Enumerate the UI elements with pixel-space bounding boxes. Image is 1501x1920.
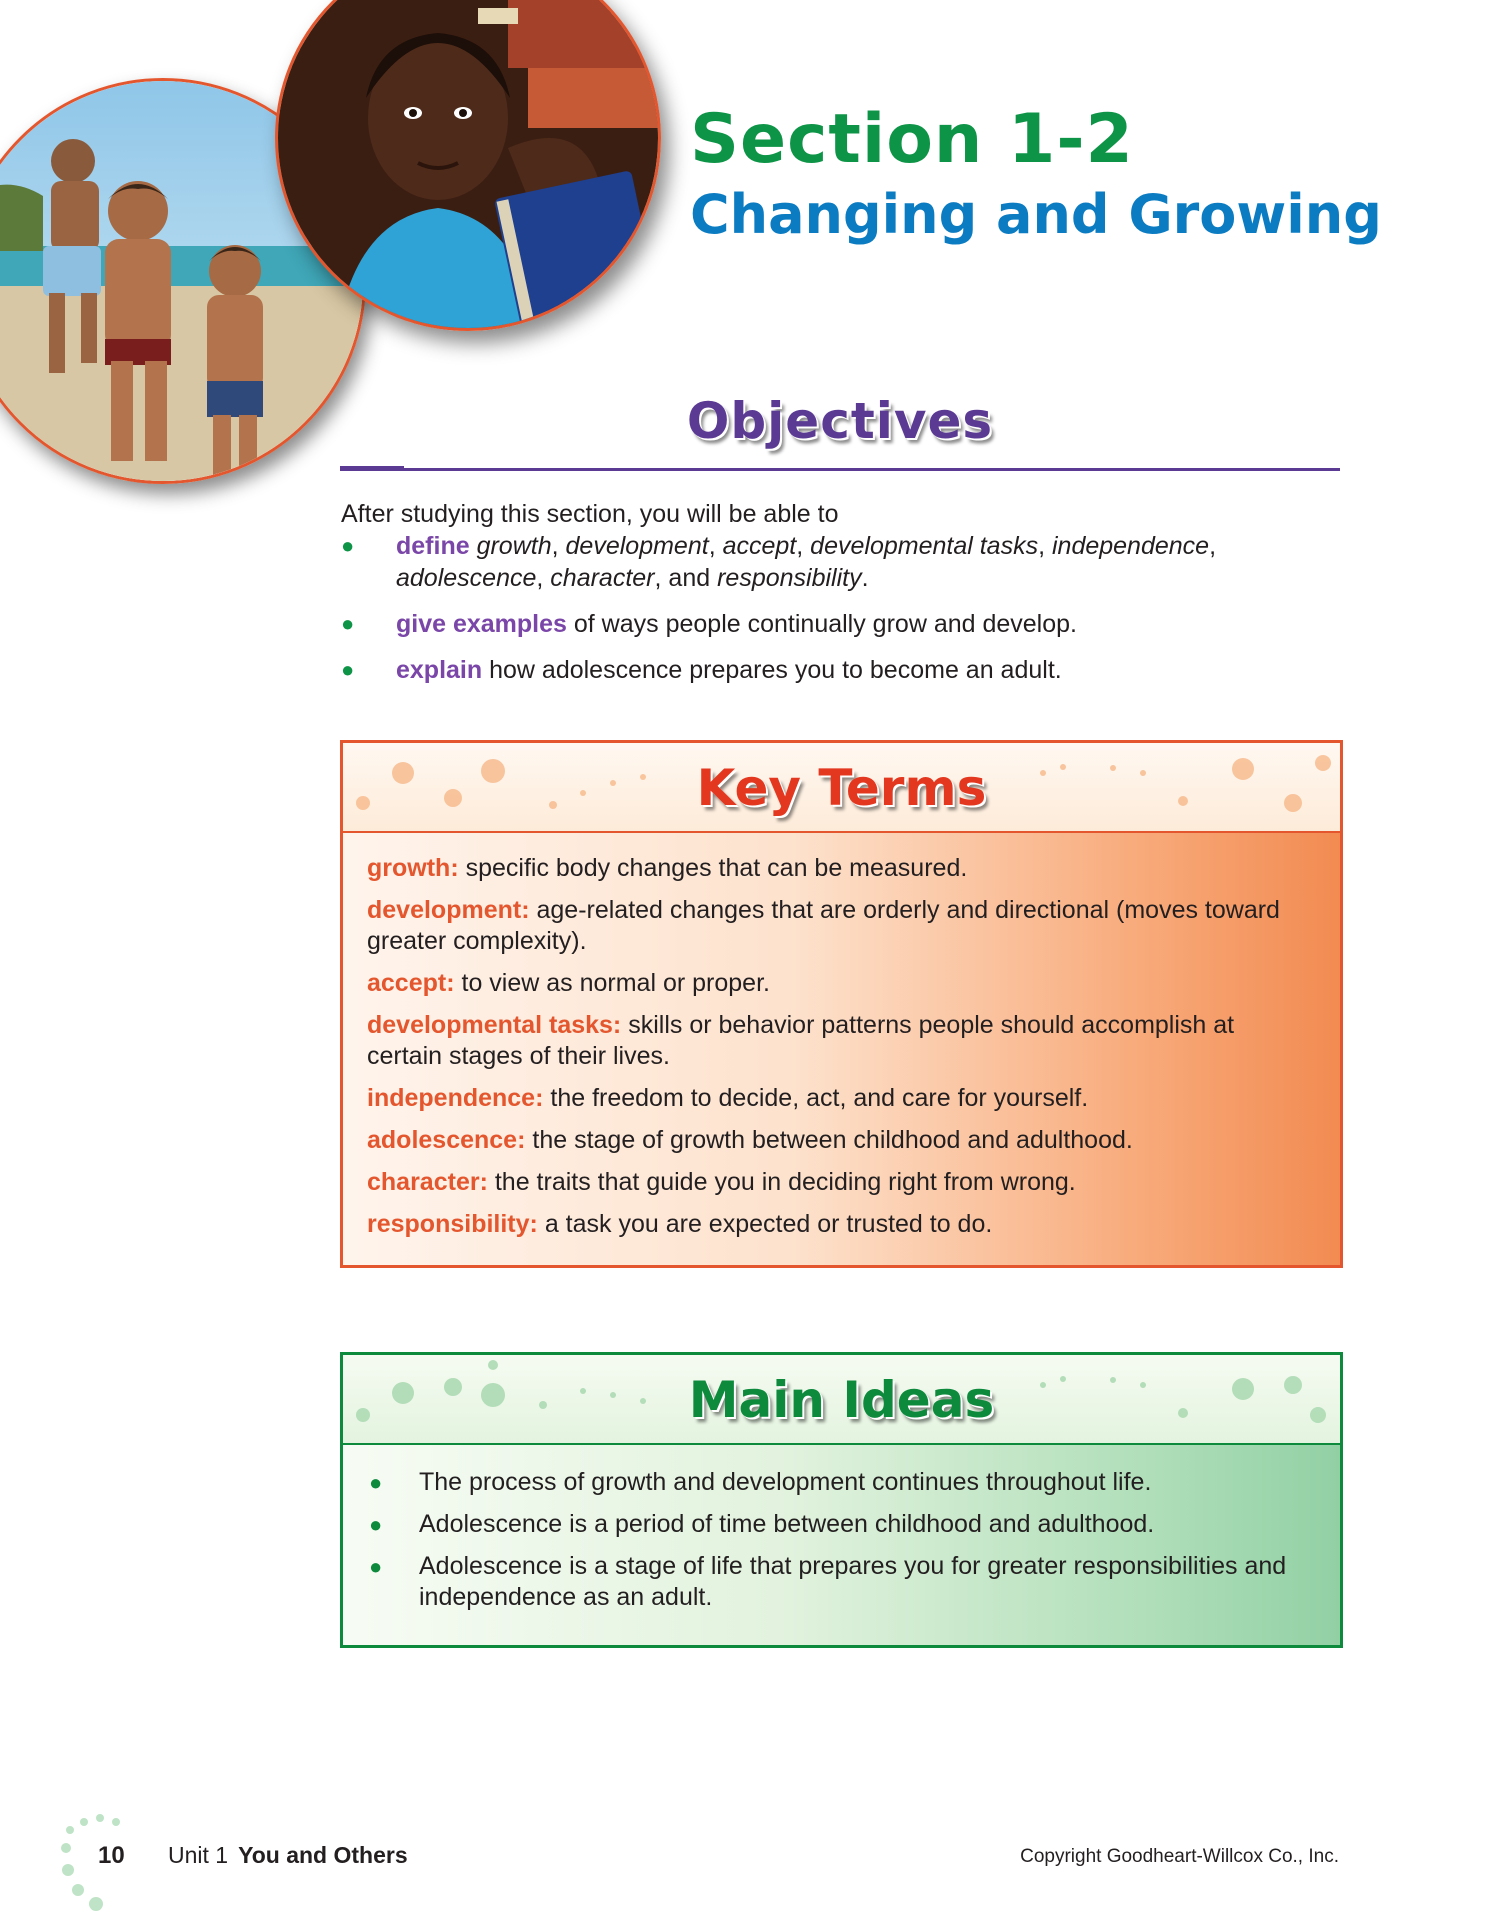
- main-idea-item: ● Adolescence is a stage of life that prepares you for greater responsibilities and independence as an adult.: [369, 1552, 1287, 1611]
- bullet-icon: ●: [369, 1470, 383, 1495]
- section-title: Changing and Growing: [690, 183, 1382, 246]
- definition: the traits that guide you in deciding right from wrong.: [494, 1168, 1076, 1196]
- page-footer: [0, 1840, 1501, 1900]
- term: character:: [367, 1168, 488, 1196]
- objectives-list: [341, 530, 1301, 700]
- page-number: 10: [98, 1842, 125, 1869]
- term: responsibility:: [367, 1210, 538, 1238]
- objective-text: of ways people continually grow and develop.: [573, 610, 1077, 638]
- objective-item: ● define growth, development, accept, developmental tasks, independence, adolescence, character, and responsibility.: [341, 532, 1217, 592]
- key-terms-list: [343, 833, 1340, 1240]
- section-title-block: [690, 100, 1382, 250]
- term: growth:: [367, 854, 459, 882]
- term: accept:: [367, 969, 455, 997]
- key-term-item: [367, 1125, 1290, 1156]
- key-term-item: [367, 895, 1290, 957]
- bullet-icon: ●: [341, 533, 355, 558]
- key-term-item: [367, 1083, 1290, 1114]
- key-terms-header: [343, 743, 1340, 833]
- term: development:: [367, 896, 530, 924]
- objectives-heading: Objectives: [686, 392, 994, 450]
- main-ideas-header: [343, 1355, 1340, 1445]
- bullet-icon: ●: [341, 611, 355, 636]
- objective-verb: give examples: [396, 610, 567, 638]
- key-term-item: [367, 1167, 1290, 1198]
- main-idea-item: ● Adolescence is a period of time between childhood and adulthood.: [369, 1510, 1155, 1538]
- definition: specific body changes that can be measured.: [465, 854, 968, 882]
- bullet-icon: ●: [369, 1512, 383, 1537]
- definition: a task you are expected or trusted to do.: [544, 1210, 993, 1238]
- objective-item: [341, 654, 1301, 686]
- term: adolescence:: [367, 1126, 526, 1154]
- objective-text: how adolescence prepares you to become an adult.: [489, 656, 1062, 684]
- key-term-item: [367, 853, 1290, 884]
- objectives-intro: After studying this section, you will be able to: [341, 500, 839, 528]
- definition: skills or behavior patterns people should accomplish at certain stages of their lives.: [367, 1011, 1235, 1070]
- key-terms-heading: Key Terms: [696, 759, 987, 817]
- copyright: Copyright Goodheart-Willcox Co., Inc.: [1020, 1846, 1339, 1867]
- term: developmental tasks:: [367, 1011, 622, 1039]
- bullet-icon: ●: [369, 1554, 383, 1579]
- objective-verb: define: [396, 532, 470, 560]
- objective-verb: explain: [396, 656, 483, 684]
- definition: the freedom to decide, act, and care for yourself.: [550, 1084, 1089, 1112]
- section-number: Section 1-2: [690, 100, 1134, 179]
- main-ideas-heading: Main Ideas: [688, 1371, 995, 1429]
- key-term-item: [367, 968, 1290, 999]
- objective-item: [341, 608, 1301, 640]
- main-idea-item: ● The process of growth and development continues throughout life.: [369, 1468, 1152, 1496]
- definition: age-related changes that are orderly and directional (moves toward greater complexity).: [367, 896, 1280, 955]
- main-ideas-list: [343, 1445, 1340, 1613]
- key-terms-box: [340, 740, 1343, 1268]
- unit-label: Unit 1 You and Others: [168, 1842, 408, 1868]
- key-term-item: [367, 1209, 1290, 1240]
- unit-title: You and Others: [238, 1842, 408, 1868]
- key-term-item: [367, 1010, 1290, 1072]
- main-ideas-box: [340, 1352, 1343, 1648]
- bullet-icon: ●: [341, 657, 355, 682]
- objectives-divider: [340, 468, 1340, 471]
- term: independence:: [367, 1084, 544, 1112]
- definition: to view as normal or proper.: [461, 969, 770, 997]
- definition: the stage of growth between childhood and adulthood.: [532, 1126, 1133, 1154]
